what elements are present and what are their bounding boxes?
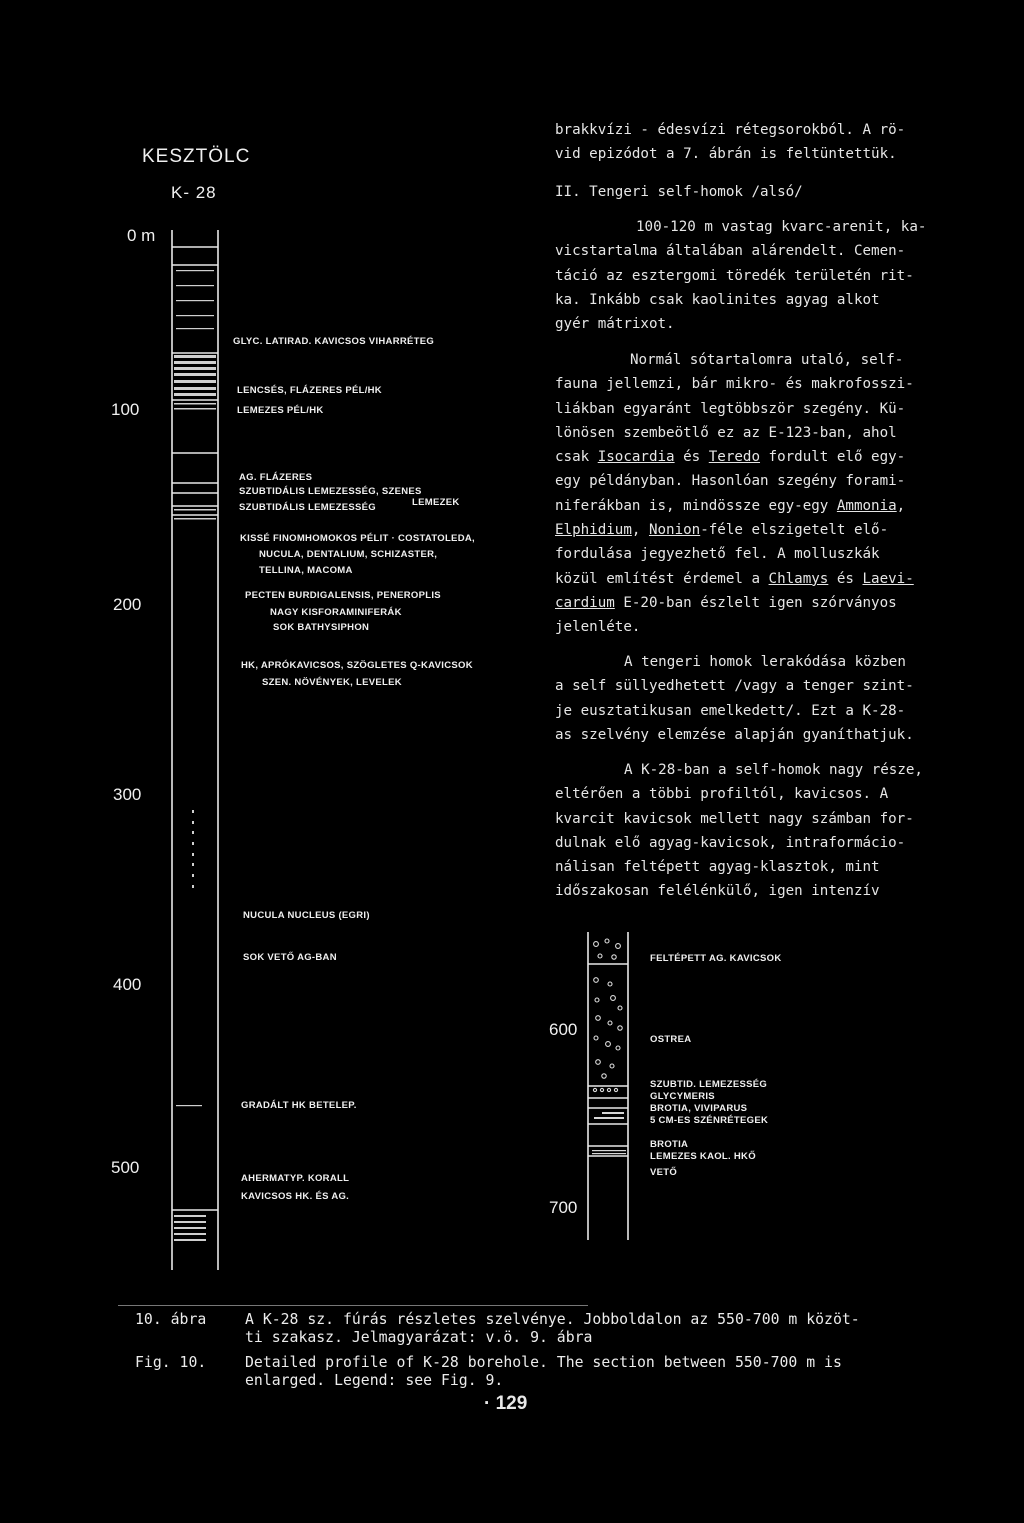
depth-label-100: 100: [111, 400, 140, 419]
caption-en-line2: enlarged. Legend: see Fig. 9.: [245, 1372, 504, 1389]
text-span: niferákban is, mindössze egy-egy: [555, 497, 837, 514]
inset-annotation-feltepett: FELTÉPETT AG. KAVICSOK: [650, 953, 782, 964]
inset-annotation-veto: VETŐ: [650, 1167, 678, 1178]
annotation-ahermatyp: AHERMATYP. KORALL: [241, 1173, 350, 1184]
inset-annotation-szenretegek: 5 CM-ES SZÉNRÉTEGEK: [650, 1115, 769, 1126]
taxon-nonion: Nonion: [648, 522, 701, 539]
text-line: liákban egyaránt legtöbbször szegény. Kü-: [555, 400, 906, 417]
paragraph-1: [555, 215, 926, 336]
text-line: vicstartalma általában alárendelt. Cemen-: [555, 243, 906, 260]
annotation-ag-flazeres: AG. FLÁZERES: [239, 472, 313, 483]
taxon-teredo: Teredo: [708, 449, 761, 466]
annotation-finomhomokos: KISSÉ FINOMHOMOKOS PÉLIT · COSTATOLEDA,: [240, 533, 475, 544]
text-span: ,: [631, 522, 649, 539]
section-heading: II. Tengeri self-homok /alsó/: [555, 184, 803, 200]
text-line: jelenléte.: [555, 619, 641, 636]
text-line: je eusztatikusan emelkedett/. Ezt a K-28-: [555, 702, 906, 719]
text-line: táció az esztergomi töredék területén rit-: [555, 267, 914, 284]
annotation-gradalt: GRADÁLT HK BETELEP.: [241, 1100, 357, 1111]
inset-depth-600: 600: [549, 1020, 578, 1039]
paragraph-3: [555, 650, 914, 747]
annotation-lemezek: LEMEZEK: [412, 497, 460, 508]
page-number: · 129: [484, 1393, 528, 1414]
text-line: fauna jellemzi, bár mikro- és makrofosszi-: [555, 376, 914, 393]
text-line: gyér mátrixot.: [555, 316, 675, 333]
paragraph-4: [555, 758, 923, 904]
site-title: KESZTÖLC: [142, 146, 251, 167]
text-line: kvarcit kavicsok mellett nagy számban for-: [555, 810, 914, 827]
text-line: lönösen szembeötlő ez az E-123-ban, ahol: [555, 424, 897, 441]
text-span: fordult elő egy-: [760, 449, 906, 466]
inset-column: [580, 928, 640, 1244]
annotation-szen-novenyek: SZEN. NÖVÉNYEK, LEVELEK: [262, 677, 402, 688]
text-line: as szelvény elemzése alapján gyaníthatjuk.: [555, 726, 914, 743]
text-line: ka. Inkább csak kaolinites agyag alkot: [555, 291, 880, 308]
annotation-szubtidalis-szenes: SZUBTIDÁLIS LEMEZESSÉG, SZENES: [239, 486, 422, 497]
text-line: [555, 591, 914, 615]
text-line: [555, 518, 914, 542]
caption-en-label: Fig. 10.: [135, 1354, 207, 1371]
taxon-chlamys: Chlamys: [768, 570, 829, 587]
text-line: Normál sótartalomra utaló, self-: [630, 352, 904, 368]
inset-annotation-glycymeris: GLYCYMERIS: [650, 1091, 715, 1102]
inset-annotation-brotia-viviparus: BROTIA, VIVIPARUS: [650, 1103, 748, 1114]
inset-annotation-ostrea: OSTREA: [650, 1034, 692, 1045]
text-line: [555, 567, 914, 591]
inset-annotation-lemezes-kaol: LEMEZES KAOL. HKŐ: [650, 1151, 756, 1162]
annotation-lencses: LENCSÉS, FLÁZERES PÉL/HK: [237, 385, 382, 396]
taxon-elphidium: Elphidium: [555, 522, 632, 539]
annotation-szubtidalis: SZUBTIDÁLIS LEMEZESSÉG: [239, 502, 376, 513]
text-line: időszakosan felélénkülő, igen intenzív: [555, 883, 880, 900]
annotation-kisforaminiferak: NAGY KISFORAMINIFERÁK: [270, 607, 402, 618]
text-line: [555, 445, 914, 469]
text-line: dulnak elő agyag-kavicsok, intraformácio-: [555, 834, 906, 851]
caption-separator: [118, 1305, 588, 1306]
annotation-lemezes-pel: LEMEZES PÉL/HK: [237, 405, 324, 416]
text-line: vid epizódot a 7. ábrán is feltüntettük.: [555, 146, 897, 163]
taxon-laevicardium-part1: Laevi-: [862, 570, 914, 587]
depth-label-0: 0 m: [127, 226, 156, 245]
annotation-hk-aprokavicsos: HK, APRÓKAVICSOS, SZÖGLETES Q-KAVICSOK: [241, 660, 473, 671]
text-line: nálisan feltépett agyag-klasztok, mint: [555, 859, 880, 876]
text-line: fordulása jegyezhető fel. A molluszkák: [555, 546, 880, 563]
paragraph-2: [555, 348, 914, 640]
text-span: csak: [555, 449, 598, 466]
text-span: és: [674, 449, 709, 466]
annotation-tellina: TELLINA, MACOMA: [259, 565, 353, 576]
taxon-isocardia: Isocardia: [597, 449, 675, 466]
text-span: közül említést érdemel a: [555, 570, 769, 587]
annotation-glyc: GLYC. LATIRAD. KAVICSOS VIHARRÉTEG: [233, 336, 435, 347]
annotation-kavicsos-hk: KAVICSOS HK. ÉS AG.: [241, 1191, 350, 1202]
borehole-name: K- 28: [171, 183, 217, 202]
taxon-laevicardium-part2: cardium: [555, 594, 615, 611]
depth-label-400: 400: [113, 975, 142, 994]
annotation-sok-veto: SOK VETŐ AG-BAN: [243, 952, 337, 963]
text-span: E-20-ban észlelt igen szórványos: [614, 594, 897, 611]
caption-en-line1: Detailed profile of K-28 borehole. The section between 550-700 m is: [245, 1354, 842, 1371]
inset-annotation-brotia: BROTIA: [650, 1139, 689, 1150]
text-span: ,: [896, 497, 906, 514]
borehole-column: [160, 225, 230, 1275]
annotation-nucula: NUCULA, DENTALIUM, SCHIZASTER,: [259, 549, 438, 560]
text-line: A tengeri homok lerakódása közben: [624, 654, 906, 670]
text-span: -féle elszigetelt elő-: [700, 522, 889, 539]
text-line: 100-120 m vastag kvarc-arenit, ka-: [636, 219, 927, 235]
caption-hu-line2: ti szakasz. Jelmagyarázat: v.ö. 9. ábra: [245, 1329, 593, 1346]
inset-depth-700: 700: [549, 1198, 578, 1217]
caption-hu-label: 10. ábra: [135, 1311, 207, 1328]
text-line: a self süllyedhetett /vagy a tenger szint-: [555, 678, 914, 695]
caption-hu-line1: A K-28 sz. fúrás részletes szelvénye. Jobboldalon az 550-700 m közöt-: [245, 1311, 860, 1328]
text-line: [555, 494, 914, 518]
inset-annotation-szubtid: SZUBTID. LEMEZESSÉG: [650, 1079, 768, 1090]
depth-label-500: 500: [111, 1158, 140, 1177]
annotation-nucula-nucleus: NUCULA NUCLEUS (EGRI): [243, 910, 370, 921]
text-line: brakkvízi - édesvízi rétegsorokból. A rö-: [555, 122, 906, 138]
text-line: egy példányban. Hasonlóan szegény forami-: [555, 473, 906, 490]
annotation-pecten: PECTEN BURDIGALENSIS, PENEROPLIS: [245, 590, 441, 601]
text-line: A K-28-ban a self-homok nagy része,: [624, 762, 923, 778]
annotation-bathysiphon: SOK BATHYSIPHON: [273, 622, 370, 633]
depth-label-300: 300: [113, 785, 142, 804]
intro-paragraph: [555, 118, 905, 167]
text-line: eltérően a többi profiltól, kavicsos. A: [555, 786, 889, 803]
depth-label-200: 200: [113, 595, 142, 614]
text-span: és: [828, 570, 863, 587]
taxon-ammonia: Ammonia: [836, 497, 897, 514]
